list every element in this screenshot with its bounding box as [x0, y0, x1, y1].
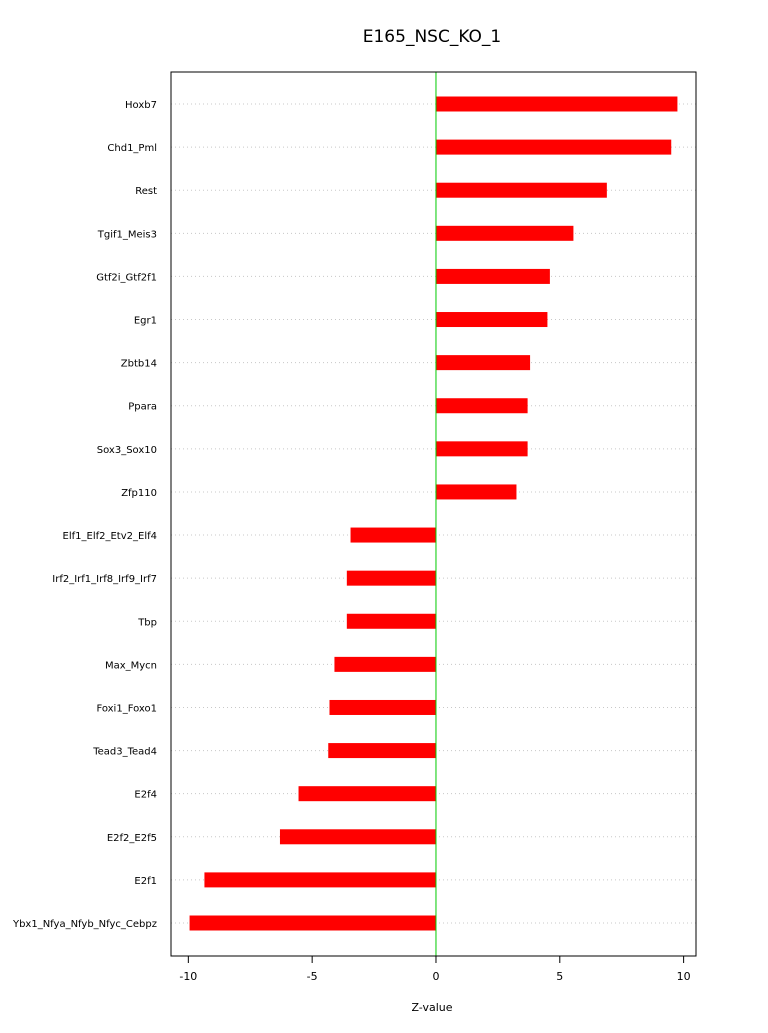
category-label: Zbtb14 [120, 358, 157, 370]
bar [436, 97, 677, 112]
category-label: Egr1 [133, 315, 157, 327]
x-axis-label: Z-value [411, 1001, 453, 1014]
category-label: Ybx1_Nfya_Nfyb_Nfyc_Cebpz [12, 919, 157, 930]
bar [280, 829, 436, 844]
category-label: Elf1_Elf2_Etv2_Elf4 [62, 531, 157, 543]
x-tick-label: 0 [432, 970, 440, 983]
x-axis [179, 956, 690, 983]
category-label: E2f1 [134, 875, 157, 887]
category-label: Zfp110 [121, 487, 157, 499]
chart-title: E165_NSC_KO_1 [362, 27, 502, 47]
bar [299, 786, 436, 801]
bar [351, 528, 436, 543]
x-tick-label: 5 [556, 970, 564, 983]
bar [204, 872, 436, 887]
bar [329, 700, 435, 715]
bar [190, 916, 436, 931]
bars [190, 97, 678, 931]
x-tick-label: -5 [306, 970, 318, 983]
x-tick-label: -10 [179, 970, 198, 983]
bar [436, 183, 607, 198]
category-label: Tead3_Tead4 [93, 746, 157, 758]
bar [328, 743, 436, 758]
category-labels [12, 100, 157, 930]
category-label: Tgif1_Meis3 [97, 229, 157, 241]
plot-frame [171, 72, 696, 956]
category-label: Sox3_Sox10 [96, 444, 157, 456]
bar [334, 657, 436, 672]
category-label: Hoxb7 [125, 100, 157, 111]
bar [436, 269, 550, 284]
category-label: Rest [135, 186, 157, 198]
bar [436, 312, 547, 327]
category-label: Tbp [138, 617, 157, 629]
bar [436, 441, 528, 456]
category-label: Irf2_Irf1_Irf8_Irf9_Irf7 [52, 574, 157, 586]
bar [436, 355, 530, 370]
category-label: Ppara [128, 401, 157, 413]
category-label: Chd1_Pml [107, 143, 157, 155]
bar [436, 226, 573, 241]
bar [347, 571, 436, 586]
bar [436, 140, 671, 155]
bar [436, 484, 516, 499]
x-tick-label: 10 [676, 970, 691, 983]
category-label: E2f2_E2f5 [106, 832, 157, 844]
category-label: Foxi1_Foxo1 [96, 703, 157, 715]
category-label: Max_Mycn [104, 660, 157, 672]
bar [436, 398, 528, 413]
bar [347, 614, 436, 629]
category-label: E2f4 [134, 789, 157, 801]
category-label: Gtf2i_Gtf2f1 [96, 272, 157, 284]
